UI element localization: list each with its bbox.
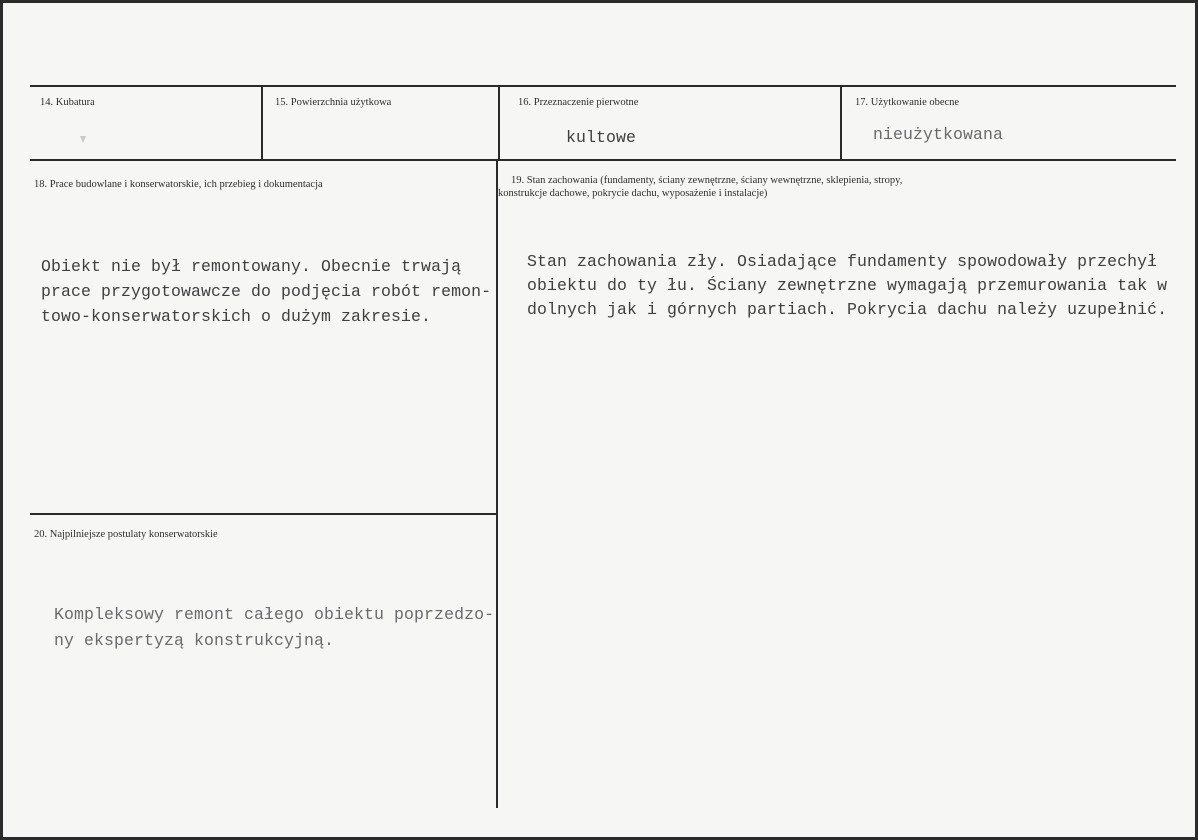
stan-line-1: Stan zachowania zły. Osiadające fundamenty spowodowały przechył <box>527 252 1158 271</box>
postulaty-label: 20. Najpilniejsze postulaty konserwatorskie <box>34 529 218 540</box>
powierzchnia-label: 15. Powierzchnia użytkowa <box>275 97 392 108</box>
przeznaczenie-label: 16. Przeznaczenie pierwotne <box>518 97 639 108</box>
prace-line-3: towo-konserwatorskich o dużym zakresie. <box>41 307 432 326</box>
stan-zachowania-text <box>527 202 1167 370</box>
postulaty-line-2: ny ekspertyzą konstrukcyjną. <box>54 631 335 650</box>
stan-line-3: dolnych jak i górnych partiach. Pokrycia dachu należy uzupełnić. <box>527 300 1168 319</box>
kubatura-label: 14. Kubatura <box>40 97 95 108</box>
uzytkowanie-label: 17. Użytkowanie obecne <box>855 97 960 108</box>
prace-line-2: prace przygotowawcze do podjęcia robót remon- <box>41 282 492 301</box>
divider-main-columns <box>496 160 498 808</box>
postulaty-line-1: Kompleksowy remont całego obiektu poprzedzo- <box>54 605 495 624</box>
faint-mark <box>80 136 86 143</box>
uzytkowanie-value: nieużytkowana <box>873 125 1004 144</box>
stan-zachowania-label-2: konstrukcje dachowe, pokrycie dachu, wyposażenie i instalacje) <box>498 188 768 199</box>
stan-line-2: obiektu do ty łu. Ściany zewnętrzne wymagają przemurowania tak w <box>527 276 1168 295</box>
prace-budowlane-label: 18. Prace budowlane i konserwatorskie, ich przebieg i dokumentacja <box>34 179 323 190</box>
divider-14-15 <box>261 87 263 159</box>
prace-line-1: Obiekt nie był remontowany. Obecnie trwają <box>41 257 462 276</box>
divider-16-17 <box>840 87 842 159</box>
section18-bottom-rule <box>30 513 497 515</box>
top-rule <box>30 85 1176 87</box>
przeznaczenie-value: kultowe <box>566 128 637 147</box>
postulaty-text <box>54 550 494 706</box>
row1-bottom-rule <box>30 159 1176 161</box>
prace-budowlane-text <box>41 204 491 379</box>
divider-15-16 <box>498 87 500 159</box>
stan-zachowania-label-1: 19. Stan zachowania (fundamenty, ściany zewnętrzne, ściany wewnętrzne, sklepienia, stropy, <box>511 175 903 186</box>
